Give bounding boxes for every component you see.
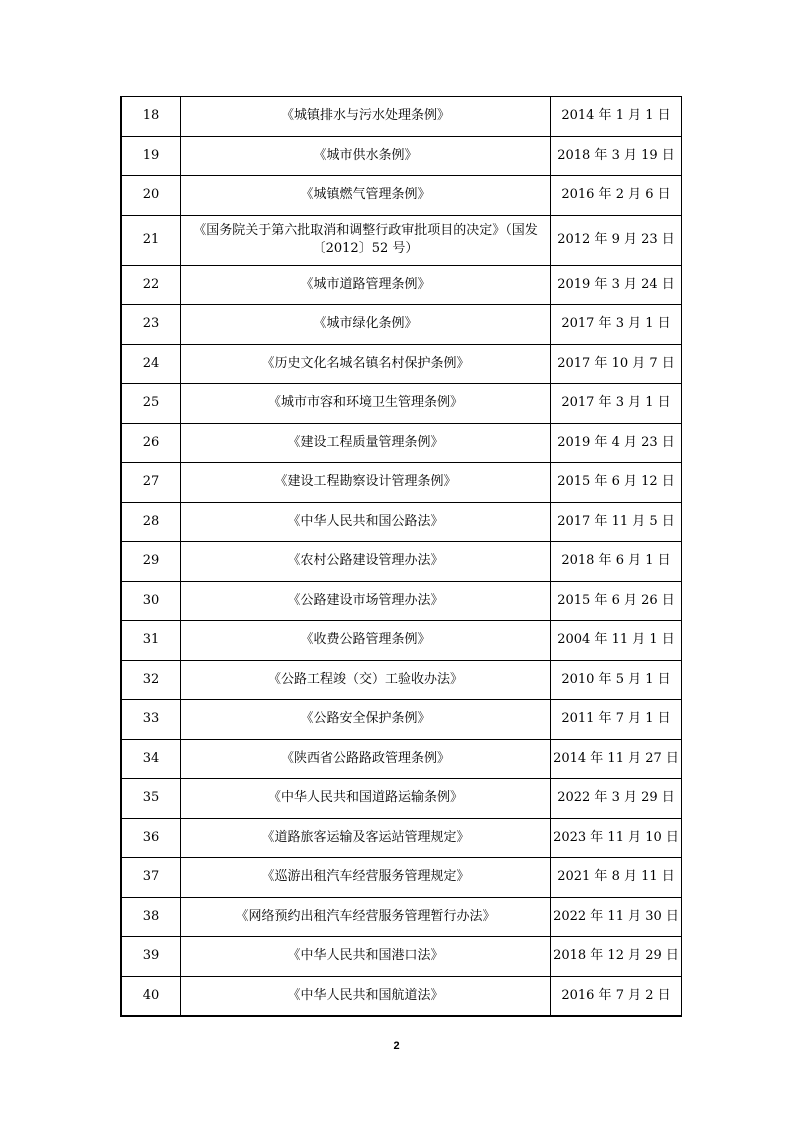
row-number-cell: 18 xyxy=(121,97,181,137)
table-row xyxy=(121,423,682,463)
table-row xyxy=(121,97,682,137)
table-row xyxy=(121,502,682,542)
row-number-cell: 31 xyxy=(121,621,181,661)
regulation-name-cell: 《巡游出租汽车经营服务管理规定》 xyxy=(181,858,551,898)
effective-date-cell: 2017 年 11 月 5 日 xyxy=(551,502,682,542)
regulation-name-cell: 《陕西省公路路政管理条例》 xyxy=(181,739,551,779)
table-row xyxy=(121,344,682,384)
table-row xyxy=(121,621,682,661)
table-row xyxy=(121,779,682,819)
row-number-cell: 27 xyxy=(121,463,181,503)
row-number-cell: 21 xyxy=(121,215,181,265)
table-row xyxy=(121,739,682,779)
row-number-cell: 35 xyxy=(121,779,181,819)
regulation-name-cell: 《道路旅客运输及客运站管理规定》 xyxy=(181,818,551,858)
effective-date-cell: 2019 年 4 月 23 日 xyxy=(551,423,682,463)
regulation-name-cell: 《公路工程竣（交）工验收办法》 xyxy=(181,660,551,700)
effective-date-cell: 2010 年 5 月 1 日 xyxy=(551,660,682,700)
regulation-name-cell: 《中华人民共和国公路法》 xyxy=(181,502,551,542)
regulation-name-cell: 《公路建设市场管理办法》 xyxy=(181,581,551,621)
row-number-cell: 22 xyxy=(121,265,181,305)
effective-date-cell: 2022 年 11 月 30 日 xyxy=(551,897,682,937)
effective-date-cell: 2021 年 8 月 11 日 xyxy=(551,858,682,898)
regulation-name-cell: 《中华人民共和国道路运输条例》 xyxy=(181,779,551,819)
row-number-cell: 34 xyxy=(121,739,181,779)
row-number-cell: 39 xyxy=(121,937,181,977)
table-row xyxy=(121,897,682,937)
regulation-name-cell: 《网络预约出租汽车经营服务管理暂行办法》 xyxy=(181,897,551,937)
row-number-cell: 20 xyxy=(121,176,181,216)
regulation-name-cell: 《城市供水条例》 xyxy=(181,136,551,176)
row-number-cell: 28 xyxy=(121,502,181,542)
row-number-cell: 38 xyxy=(121,897,181,937)
row-number-cell: 30 xyxy=(121,581,181,621)
regulation-name-cell: 《收费公路管理条例》 xyxy=(181,621,551,661)
table-row xyxy=(121,136,682,176)
row-number-cell: 37 xyxy=(121,858,181,898)
table-row xyxy=(121,463,682,503)
effective-date-cell: 2017 年 3 月 1 日 xyxy=(551,305,682,345)
effective-date-cell: 2015 年 6 月 26 日 xyxy=(551,581,682,621)
table-row xyxy=(121,976,682,1016)
regulation-name-cell: 《中华人民共和国航道法》 xyxy=(181,976,551,1016)
row-number-cell: 29 xyxy=(121,542,181,582)
regulation-name-cell: 《中华人民共和国港口法》 xyxy=(181,937,551,977)
effective-date-cell: 2019 年 3 月 24 日 xyxy=(551,265,682,305)
effective-date-cell: 2018 年 6 月 1 日 xyxy=(551,542,682,582)
table-row xyxy=(121,542,682,582)
row-number-cell: 36 xyxy=(121,818,181,858)
regulation-name-cell: 《城市道路管理条例》 xyxy=(181,265,551,305)
row-number-cell: 24 xyxy=(121,344,181,384)
table-row xyxy=(121,660,682,700)
table-row xyxy=(121,858,682,898)
regulation-name-cell: 《历史文化名城名镇名村保护条例》 xyxy=(181,344,551,384)
effective-date-cell: 2016 年 2 月 6 日 xyxy=(551,176,682,216)
regulation-name-cell: 《城镇排水与污水处理条例》 xyxy=(181,97,551,137)
effective-date-cell: 2018 年 3 月 19 日 xyxy=(551,136,682,176)
regulation-name-cell: 《建设工程勘察设计管理条例》 xyxy=(181,463,551,503)
row-number-cell: 25 xyxy=(121,384,181,424)
regulations-table-body xyxy=(121,97,682,1017)
effective-date-cell: 2023 年 11 月 10 日 xyxy=(551,818,682,858)
effective-date-cell: 2017 年 10 月 7 日 xyxy=(551,344,682,384)
table-row xyxy=(121,265,682,305)
row-number-cell: 19 xyxy=(121,136,181,176)
row-number-cell: 33 xyxy=(121,700,181,740)
regulation-name-cell: 《建设工程质量管理条例》 xyxy=(181,423,551,463)
row-number-cell: 26 xyxy=(121,423,181,463)
effective-date-cell: 2014 年 11 月 27 日 xyxy=(551,739,682,779)
table-row xyxy=(121,700,682,740)
effective-date-cell: 2017 年 3 月 1 日 xyxy=(551,384,682,424)
effective-date-cell: 2011 年 7 月 1 日 xyxy=(551,700,682,740)
regulation-name-cell: 《城镇燃气管理条例》 xyxy=(181,176,551,216)
table-row xyxy=(121,937,682,977)
regulations-table xyxy=(120,96,682,1017)
table-row xyxy=(121,384,682,424)
page-number: 2 xyxy=(393,1040,400,1052)
regulation-name-cell: 《城市绿化条例》 xyxy=(181,305,551,345)
table-row xyxy=(121,215,682,265)
effective-date-cell: 2014 年 1 月 1 日 xyxy=(551,97,682,137)
regulation-name-cell: 《农村公路建设管理办法》 xyxy=(181,542,551,582)
effective-date-cell: 2016 年 7 月 2 日 xyxy=(551,976,682,1016)
row-number-cell: 40 xyxy=(121,976,181,1016)
regulation-name-cell: 《公路安全保护条例》 xyxy=(181,700,551,740)
table-row xyxy=(121,818,682,858)
effective-date-cell: 2012 年 9 月 23 日 xyxy=(551,215,682,265)
table-row xyxy=(121,305,682,345)
effective-date-cell: 2004 年 11 月 1 日 xyxy=(551,621,682,661)
row-number-cell: 32 xyxy=(121,660,181,700)
table-row xyxy=(121,176,682,216)
table-row xyxy=(121,581,682,621)
regulation-name-cell: 《国务院关于第六批取消和调整行政审批项目的决定》（国发〔2012〕52 号） xyxy=(181,215,551,265)
row-number-cell: 23 xyxy=(121,305,181,345)
effective-date-cell: 2022 年 3 月 29 日 xyxy=(551,779,682,819)
effective-date-cell: 2015 年 6 月 12 日 xyxy=(551,463,682,503)
regulation-name-cell: 《城市市容和环境卫生管理条例》 xyxy=(181,384,551,424)
effective-date-cell: 2018 年 12 月 29 日 xyxy=(551,937,682,977)
